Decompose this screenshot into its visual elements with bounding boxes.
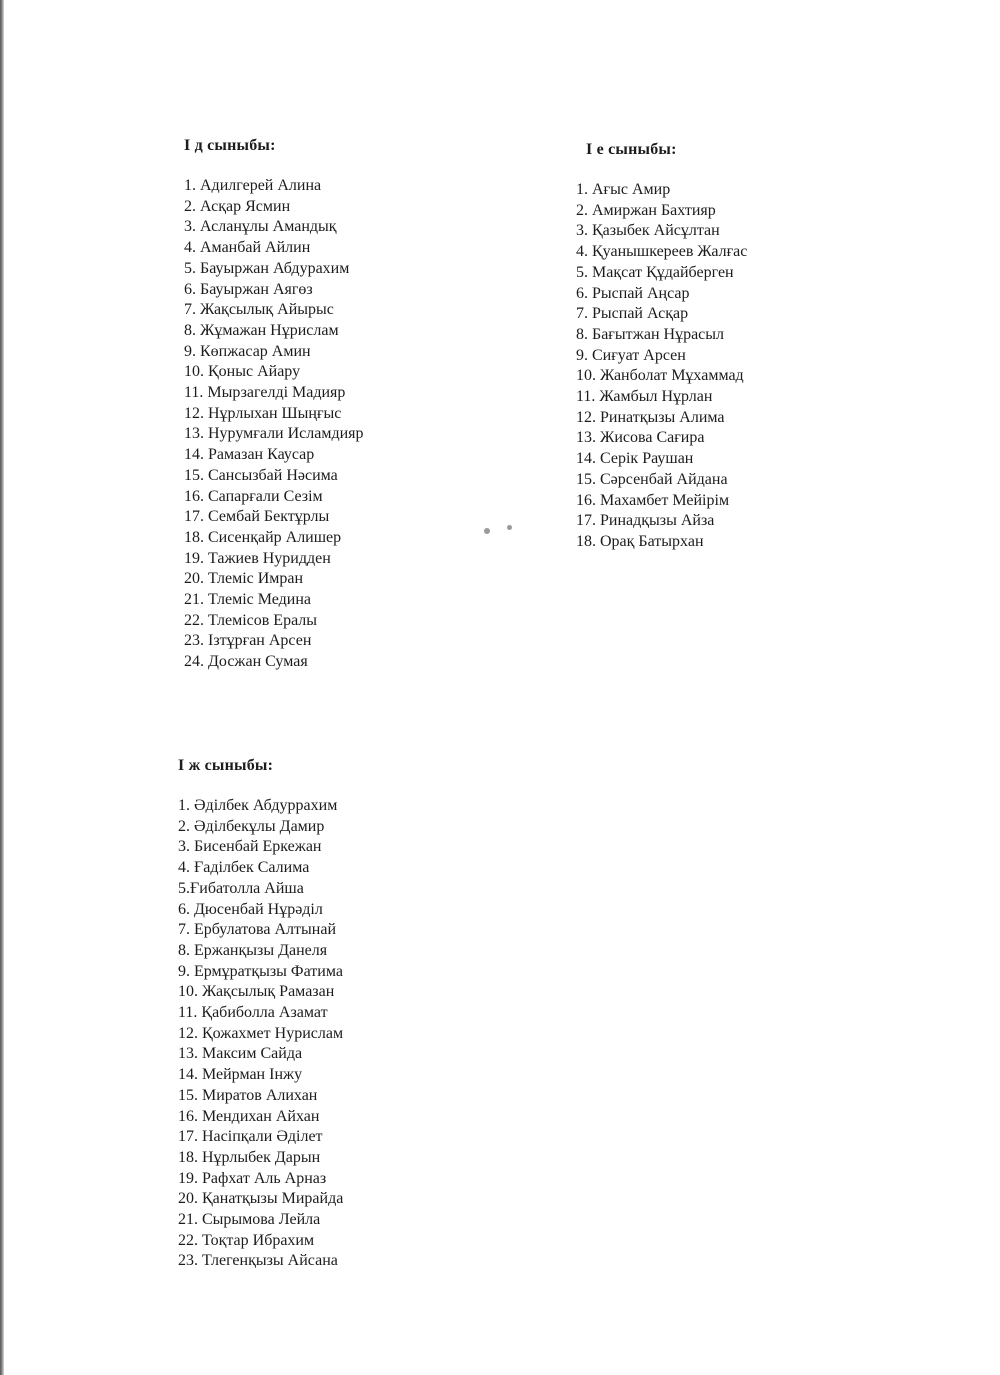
student-item: 9. Ермұратқызы Фатима [178, 962, 343, 980]
student-item: 4. Аманбай Айлин [184, 239, 311, 257]
student-item: 11. Мырзагелді Мадияр [184, 384, 346, 402]
student-item: 18. Сисенқайр Алишер [184, 528, 342, 546]
student-item: 13. Жисова Сағира [576, 429, 705, 447]
student-item: 1. Адилгерей Алина [184, 177, 322, 194]
student-item: 12. Нұрлыхан Шыңғыс [184, 404, 342, 422]
student-item: 1. Ағыс Амир [576, 181, 671, 198]
student-item: 9. Көпжасар Амин [184, 342, 311, 360]
class-list-d [184, 136, 364, 673]
student-item: 13. Максим Сайда [178, 1045, 303, 1063]
student-item: 6. Дюсенбай Нұрәділ [178, 900, 323, 918]
student-item: 6. Бауыржан Аягөз [184, 280, 313, 298]
student-item: 10. Жақсылық Рамазан [178, 983, 335, 1001]
student-item: 7. Жақсылық Айырыс [184, 301, 334, 319]
student-item: 3. Асланұлы Амандық [184, 218, 337, 236]
student-item: 2. Амиржан Бахтияр [576, 201, 716, 219]
student-item: 22. Тоқтар Ибрахим [178, 1231, 315, 1249]
student-item: 15. Миратов Алихан [178, 1086, 318, 1104]
student-item: 14. Рамазан Каусар [184, 446, 315, 464]
student-item: 15. Сансызбай Нәсима [184, 466, 338, 484]
student-item: 6. Рыспай Аңсар [576, 284, 690, 302]
student-item: 21. Тлеміс Медина [184, 591, 312, 609]
student-item: 3. Қазыбек Айсұлтан [576, 222, 720, 240]
student-item: 5.Ғибатолла Айша [178, 879, 304, 897]
class-list-zh [178, 756, 343, 1272]
student-item: 20. Қанатқызы Мирайда [178, 1190, 344, 1208]
student-item: 10. Жанболат Мұхаммад [576, 367, 744, 385]
student-item: 2. Әділбекұлы Дамир [178, 817, 325, 835]
student-item: 13. Нурумғали Исламдияр [184, 425, 364, 443]
student-item: 18. Нұрлыбек Дарын [178, 1148, 321, 1166]
student-item: 24. Досжан Сумая [184, 653, 308, 671]
student-item: 8. Жұмажан Нұрислам [184, 321, 339, 339]
student-list [576, 180, 747, 553]
student-item: 3. Бисенбай Еркежан [178, 838, 322, 856]
student-item: 11. Қабиболла Азамат [178, 1004, 328, 1022]
student-item: 12. Ринатқызы Алима [576, 408, 725, 426]
section-title: І е сыныбы: [586, 141, 677, 158]
student-item: 20. Тлеміс Имран [184, 570, 304, 588]
scan-edge [0, 0, 4, 1375]
student-item: 19. Рафхат Аль Арназ [178, 1169, 327, 1187]
section-title: І д сыныбы: [184, 137, 276, 154]
student-item: 5. Бауыржан Абдурахим [184, 259, 350, 277]
section-title: І ж сыныбы: [178, 757, 274, 774]
student-item: 1. Әділбек Абдуррахим [178, 797, 338, 814]
student-item: 17. Ринадқызы Айза [576, 512, 715, 530]
student-item: 17. Сембай Бектұрлы [184, 508, 330, 526]
student-item: 19. Тажиев Нуридден [184, 549, 331, 567]
student-item: 23. Тлегенқызы Айсана [178, 1252, 338, 1270]
student-item: 11. Жамбыл Нұрлан [576, 388, 713, 406]
student-item: 17. Насіпқали Әділет [178, 1128, 323, 1146]
student-item: 18. Орақ Батырхан [576, 532, 704, 550]
student-item: 7. Рыспай Асқар [576, 305, 689, 323]
student-item: 12. Қожахмет Нурислам [178, 1024, 344, 1042]
student-item: 14. Серік Раушан [576, 450, 694, 468]
student-item: 16. Сапарғали Сезім [184, 487, 323, 505]
student-item: 14. Мейрман Інжу [178, 1066, 303, 1084]
student-item: 15. Сәрсенбай Айдана [576, 470, 728, 488]
student-list [178, 796, 343, 1272]
student-item: 5. Мақсат Құдайберген [576, 263, 734, 281]
student-item: 9. Сиғуат Арсен [576, 346, 686, 364]
scan-speck [484, 528, 490, 534]
student-item: 8. Бағытжан Нұрасыл [576, 325, 724, 343]
student-item: 21. Сырымова Лейла [178, 1211, 321, 1229]
student-item: 4. Қуанышкереев Жалғас [576, 243, 748, 261]
student-list [184, 176, 364, 673]
student-item: 2. Асқар Ясмин [184, 197, 291, 215]
student-item: 16. Мендихан Айхан [178, 1107, 320, 1125]
student-item: 22. Тлемісов Ералы [184, 611, 318, 629]
class-list-e [576, 140, 747, 553]
student-item: 23. Ізтұрған Арсен [184, 632, 312, 650]
student-item: 10. Қоныс Айару [184, 363, 301, 381]
student-item: 16. Махамбет Мейірім [576, 491, 730, 509]
scan-speck [507, 525, 512, 530]
student-item: 7. Ербулатова Алтынай [178, 921, 337, 939]
student-item: 4. Ғаділбек Салима [178, 859, 310, 877]
student-item: 8. Ержанқызы Данеля [178, 941, 328, 959]
